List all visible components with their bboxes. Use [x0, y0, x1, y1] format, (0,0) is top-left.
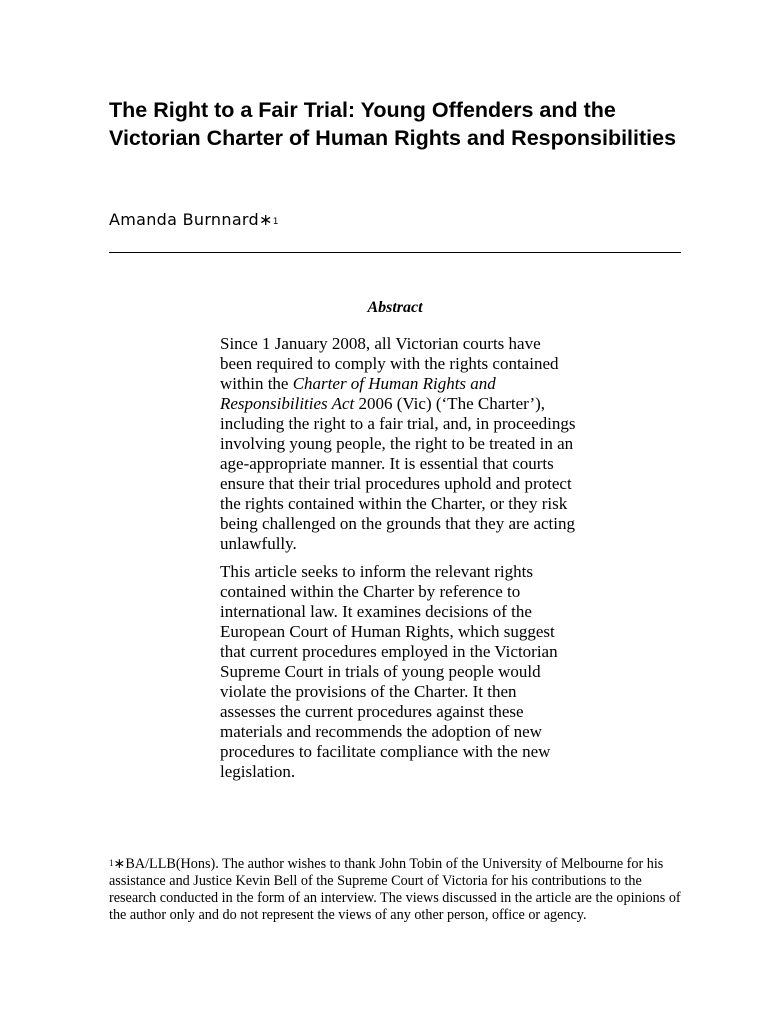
charter-act-title: Charter of Human Rights and Responsibilities Act [220, 374, 496, 413]
title-divider [109, 252, 681, 253]
abstract-heading: Abstract [367, 299, 423, 316]
abstract-paragraph-1-end: 2006 (Vic) (‘The Charter’), including the right to a fair trial, and, in proceedings involving young people, the right to be treated in an age-appropriate manner. It is essential that courts ensure that their trial procedures uphold and protect the rights contained within the Charter, or they risk being challenged on the grounds that they are acting unlawfully. [220, 394, 576, 553]
footnote-text: BA/LLB(Hons). The author wishes to thank John Tobin of the University of Melbourne for his assistance and Justice Kevin Bell of the Supreme Court of Victoria for his contributions to the research conducted in the form of an interview. The views discussed in the article are the opinions of the author only and do not represent the views of any other person, office or agency. [109, 856, 681, 923]
author-line [109, 209, 279, 231]
abstract-body [220, 334, 576, 782]
paper-title: The Right to a Fair Trial: Young Offenders and the Victorian Charter of Human Rights and Responsibilities [109, 98, 677, 150]
author-marker: ∗ [258, 210, 273, 229]
footnote [109, 856, 681, 924]
abstract-paragraph-1-start: Since 1 January 2008, all Victorian courts have been required to comply with the rights contained within the [220, 334, 559, 393]
author-name: Amanda Burnnard [109, 210, 259, 229]
footnote-marker: ∗ [113, 856, 126, 872]
abstract-paragraph-1 [220, 334, 576, 554]
author-footnote-ref[interactable]: 1 [272, 217, 279, 227]
footnote-number: 1 [109, 858, 114, 868]
abstract-paragraph-2: This article seeks to inform the relevant rights contained within the Charter by reference to international law. It examines decisions of the European Court of Human Rights, which suggest that current procedures employed in the Victorian Supreme Court in trials of young people would violate the provisions of the Charter. It then assesses the current procedures against these materials and recommends the adoption of new procedures to facilitate compliance with the new legislation. [220, 562, 558, 781]
